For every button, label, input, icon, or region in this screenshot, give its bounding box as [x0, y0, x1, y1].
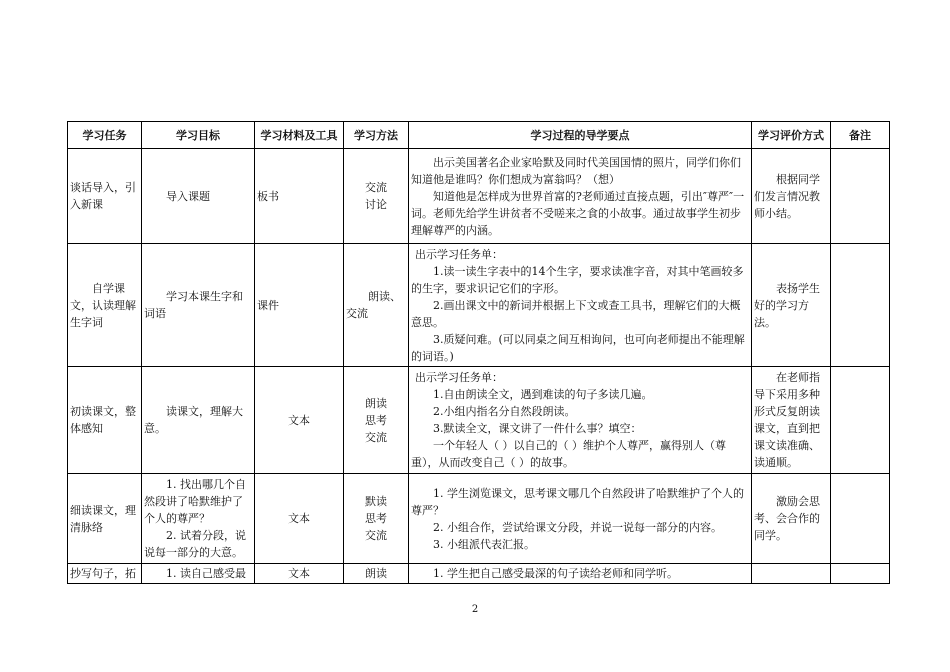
method-text: 交流	[365, 181, 387, 194]
method-text: 朗读	[365, 396, 387, 410]
lesson-plan-table	[67, 121, 890, 584]
goal-text: 1. 读自己感受最	[166, 567, 246, 580]
cell-process	[409, 564, 752, 584]
cell-note	[831, 244, 890, 367]
method-text: 交流	[365, 430, 387, 444]
process-line: 1.自由朗读全文，遇到难读的句子多读几遍。	[433, 388, 653, 401]
process-line: 1. 学生浏览课文，思考课文哪几个自然段讲了哈默维护了个人的尊严？	[411, 486, 744, 517]
goal-text: 读课文，理解大意。	[144, 405, 243, 435]
page-number: 2	[471, 604, 479, 615]
method-text: 讨论	[365, 198, 387, 211]
cell-evaluation: 在老师指导下采用多种形式反复朗读课文，直到把课文读准确、读通顺。	[752, 367, 831, 474]
cell-task: 初读课文，整体感知	[68, 367, 142, 474]
process-line: 出示学习任务单：	[415, 371, 503, 384]
process-line: 一个年轻人（ ）以自己的（ ）维护个人尊严，赢得别人（尊重），从而改变自己（ ）的故事。	[411, 439, 726, 469]
process-line: 2.小组内指名分自然段朗读。	[433, 405, 576, 418]
process-line: 出示学习任务单：	[415, 247, 503, 261]
goal-text: 1. 找出哪几个自然段讲了哈默维护了个人的尊严？	[144, 478, 246, 525]
header-note: 备注	[831, 122, 890, 149]
cell-material: 文本	[255, 367, 344, 474]
method-text: 思考	[365, 512, 387, 525]
cell-method	[344, 367, 409, 474]
cell-task: 自学课文，认读理解生字词	[68, 244, 142, 367]
cell-evaluation: 根据同学们发言情况教师小结。	[752, 149, 831, 244]
cell-goal	[142, 474, 255, 564]
cell-note	[831, 367, 890, 474]
cell-material: 课件	[255, 244, 344, 367]
method-text: 朗读	[365, 567, 387, 580]
goal-text: 导入课题	[166, 189, 210, 203]
cell-method	[344, 149, 409, 244]
cell-method	[344, 244, 409, 367]
cell-evaluation: 表扬学生好的学习方法。	[752, 244, 831, 367]
cell-evaluation: 激励会思考、会合作的同学。	[752, 474, 831, 564]
cell-goal	[142, 244, 255, 367]
header-method: 学习方法	[344, 122, 409, 149]
header-goal: 学习目标	[142, 122, 255, 149]
header-material: 学习材料及工具	[255, 122, 344, 149]
process-line: 3.默读全文，课文讲了一件什么事？填空：	[433, 422, 642, 435]
cell-note	[831, 474, 890, 564]
cell-material: 文本	[255, 474, 344, 564]
process-line: 2.画出课文中的新词并根据上下文或查工具书，理解它们的大概意思。	[411, 298, 741, 329]
header-evaluation: 学习评价方式	[752, 122, 831, 149]
cell-goal	[142, 149, 255, 244]
method-text: 朗读、交流	[346, 290, 401, 320]
cell-note	[831, 564, 890, 584]
table-row	[68, 367, 890, 474]
process-line: 2. 小组合作，尝试给课文分段，并说一说每一部分的内容。	[433, 520, 722, 534]
cell-task: 谈话导入，引入新课	[68, 149, 142, 244]
cell-process	[409, 367, 752, 474]
process-line: 知道他是怎样成为世界首富的?老师通过直接点题，引出″尊严″一词。老师先给学生讲贫者不受嗟来之食的小故事。通过故事学生初步理解尊严的内涵。	[411, 189, 745, 237]
table-row	[68, 149, 890, 244]
method-text: 交流	[365, 529, 387, 542]
cell-process	[409, 244, 752, 367]
cell-material: 板书	[255, 149, 344, 244]
process-line: 3.质疑问难。(可以同桌之间互相询问，也可向老师提出不能理解的词语。)	[411, 332, 745, 363]
cell-material: 文本	[255, 564, 344, 584]
goal-text: 2. 试着分段，说说每一部分的大意。	[144, 529, 246, 559]
table-header-row	[68, 122, 890, 149]
cell-method	[344, 474, 409, 564]
table-row	[68, 564, 890, 584]
cell-note	[831, 149, 890, 244]
header-task: 学习任务	[68, 122, 142, 149]
cell-process	[409, 149, 752, 244]
method-text: 思考	[365, 413, 387, 427]
process-line: 3. 小组派代表汇报。	[433, 537, 535, 551]
cell-evaluation	[752, 564, 831, 584]
process-line: 1.读一读生字表中的14个生字，要求读准字音，对其中笔画较多的生字，要求识记它们的字形。	[411, 264, 744, 295]
cell-task: 抄写句子，拓	[68, 564, 142, 584]
cell-goal	[142, 367, 255, 474]
process-line: 出示美国著名企业家哈默及同时代美国国情的照片，同学们你们知道他是谁吗？你们想成为富翁吗？（想）	[411, 155, 741, 186]
table-row	[68, 474, 890, 564]
table-row	[68, 244, 890, 367]
process-line: 1. 学生把自己感受最深的句子读给老师和同学听。	[433, 567, 678, 580]
method-text: 默读	[365, 495, 387, 508]
header-process: 学习过程的导学要点	[409, 122, 752, 149]
goal-text: 学习本课生字和词语	[144, 290, 243, 320]
cell-process	[409, 474, 752, 564]
cell-method	[344, 564, 409, 584]
cell-task: 细读课文，理清脉络	[68, 474, 142, 564]
cell-goal	[142, 564, 255, 584]
